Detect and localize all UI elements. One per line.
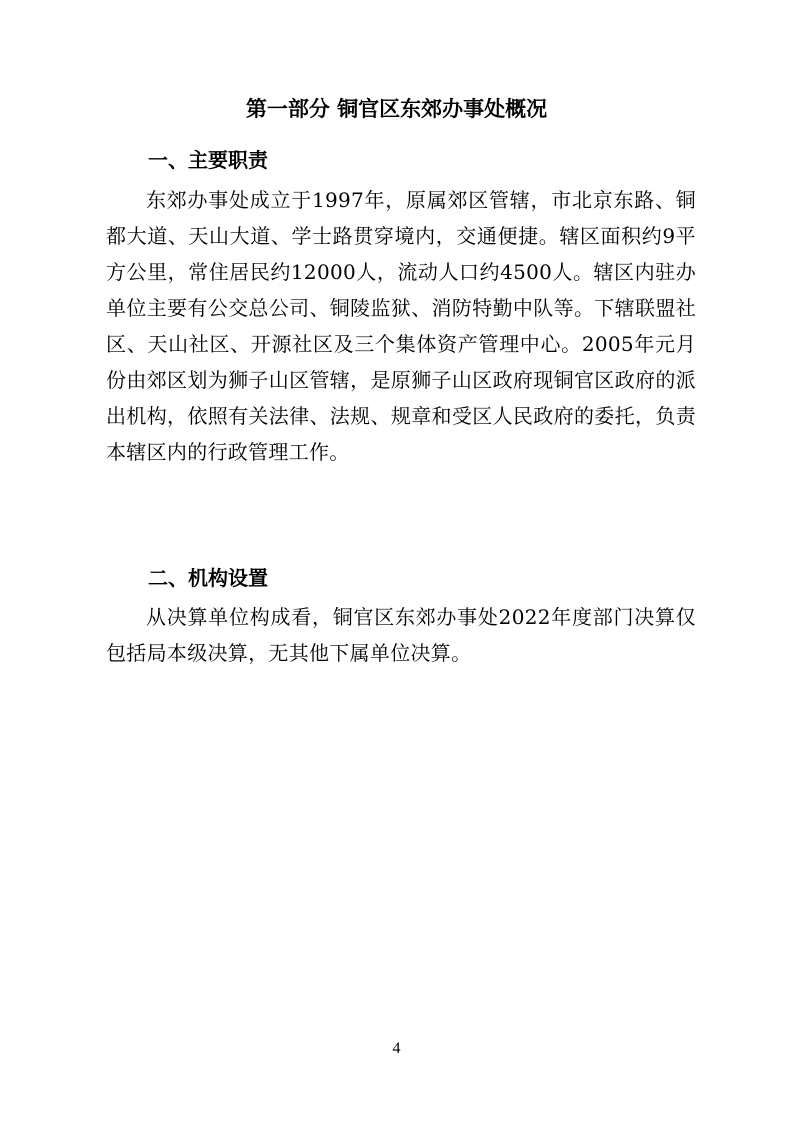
section-heading-main-duties: 一、主要职责 xyxy=(148,148,268,172)
section-heading-organization: 二、机构设置 xyxy=(148,566,268,590)
main-duties-paragraph: 东郊办事处成立于1997年，原属郊区管辖，市北京东路、铜都大道、天山大道、学士路贯穿境内，交通便捷。辖区面积约9平方公里，常住居民约12000人，流动人口约4500人。辖区内驻办单位主要有公交总公司、铜陵监狱、消防特勤中队等。下辖联盟社区、天山社区、开源社区及三个集体资产管理中心。2005年元月份由郊区划为狮子山区管辖，是原狮子山区政府现铜官区政府的派出机构，依照有关法律、法规、规章和受区人民政府的委托，负责本辖区内的行政管理工作。 xyxy=(106,188,696,464)
page-number: 4 xyxy=(392,1040,401,1057)
organization-paragraph: 从决算单位构成看，铜官区东郊办事处2022年度部门决算仅包括局本级决算，无其他下属单位决算。 xyxy=(106,605,696,665)
page-title: 第一部分 铜官区东郊办事处概况 xyxy=(245,97,548,121)
